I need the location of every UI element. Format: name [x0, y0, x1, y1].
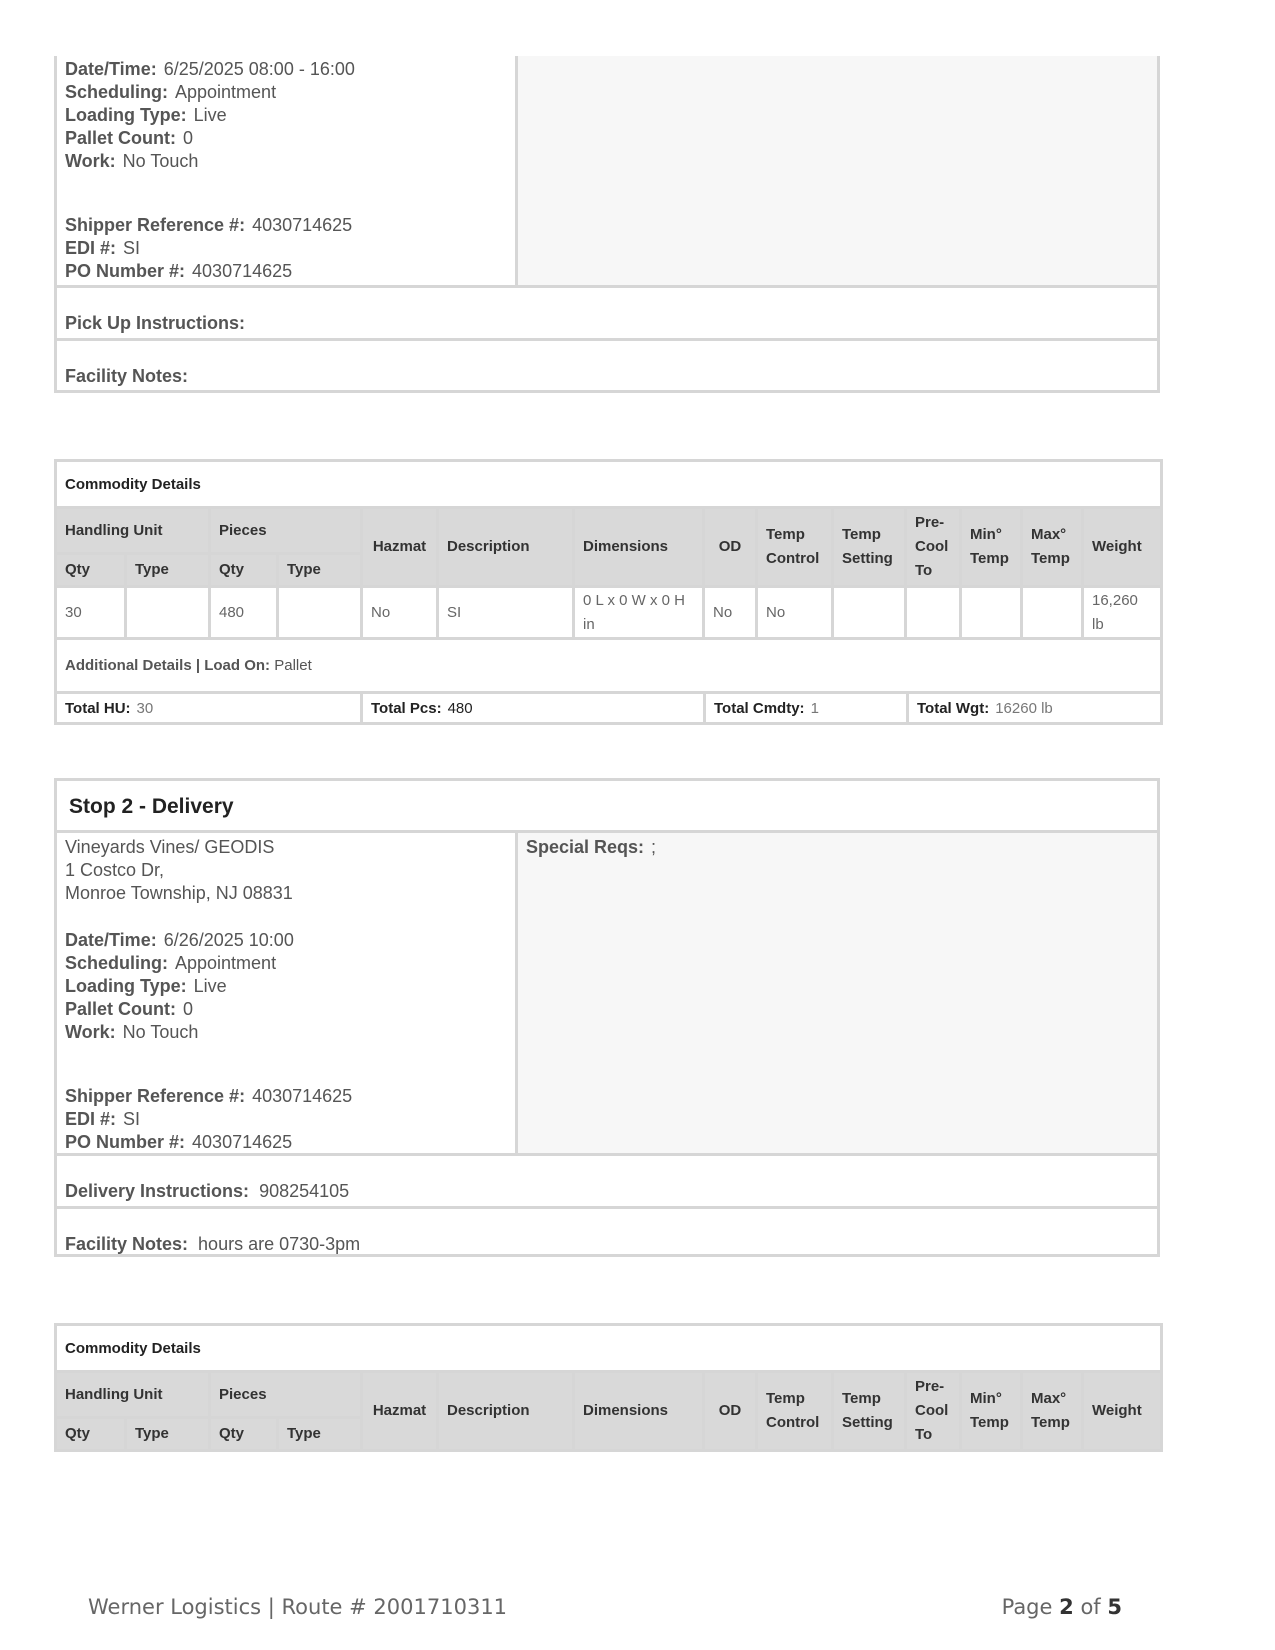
- col-description: Description: [438, 508, 574, 587]
- col-max-temp: Max° Temp: [1022, 1372, 1083, 1451]
- footer-route: Werner Logistics | Route # 2001710311: [88, 1595, 508, 1619]
- ref-shipper: Shipper Reference #: 4030714625: [65, 215, 353, 235]
- col-hazmat: Hazmat: [362, 1372, 438, 1451]
- col-pieces: Pieces: [210, 508, 362, 554]
- col-dimensions: Dimensions: [574, 508, 704, 587]
- col-handling-unit: Handling Unit: [56, 508, 210, 554]
- ref-po: PO Number #: 4030714625: [65, 261, 293, 281]
- ref-po: PO Number #: 4030714625: [65, 1132, 293, 1152]
- detail-datetime: Date/Time: 6/26/2025 10:00: [65, 930, 294, 950]
- stop1-refs: [65, 214, 352, 283]
- stop1-panel: [54, 56, 1160, 393]
- col-pre-cool: Pre-Cool To: [906, 1372, 961, 1451]
- detail-loading-type: Loading Type: Live: [65, 105, 227, 125]
- col-temp-control: Temp Control: [757, 1372, 833, 1451]
- address-line-3: Monroe Township, NJ 08831: [65, 883, 293, 903]
- total-wgt: Total Wgt: 16260 lb: [908, 693, 1162, 724]
- cell-dimensions: 0 L x 0 W x 0 H in: [574, 587, 704, 639]
- cell-temp-setting: [833, 587, 906, 639]
- col-dimensions: Dimensions: [574, 1372, 704, 1451]
- commodity-table-1: [54, 459, 1163, 694]
- col-weight: Weight: [1083, 1372, 1162, 1451]
- detail-datetime: Date/Time: 6/25/2025 08:00 - 16:00: [65, 59, 355, 79]
- detail-work: Work: No Touch: [65, 1022, 199, 1042]
- cell-hu-type: [126, 587, 210, 639]
- cell-hu-qty: 30: [56, 587, 126, 639]
- col-min-temp: Min° Temp: [961, 1372, 1022, 1451]
- detail-loading-type: Loading Type: Live: [65, 976, 227, 996]
- cell-temp-control: No: [757, 587, 833, 639]
- stop2-header: [57, 781, 1157, 833]
- stop2-details: [65, 929, 294, 1044]
- stop2-panel: [54, 778, 1160, 1257]
- ref-edi: EDI #: SI: [65, 1109, 141, 1129]
- col-pcs-type: Type: [278, 1418, 362, 1451]
- stop2-address: [65, 836, 293, 905]
- stop-title: Stop 2 - Delivery: [69, 795, 234, 818]
- ref-edi: EDI #: SI: [65, 238, 141, 258]
- cell-hazmat: No: [362, 587, 438, 639]
- cell-od: No: [704, 587, 757, 639]
- col-pieces: Pieces: [210, 1372, 362, 1418]
- cell-min-temp: [961, 587, 1022, 639]
- commodity-details-1: [54, 459, 1160, 715]
- stop2-delivery-instructions: Delivery Instructions: 908254105: [57, 1153, 1157, 1206]
- col-hu-type: Type: [126, 1418, 210, 1451]
- col-od: OD: [704, 1372, 757, 1451]
- detail-pallet-count: Pallet Count: 0: [65, 999, 194, 1019]
- special-reqs: Special Reqs: ;: [526, 837, 657, 857]
- col-hu-type: Type: [126, 554, 210, 587]
- address-line-1: Vineyards Vines/ GEODIS: [65, 837, 275, 857]
- col-hazmat: Hazmat: [362, 508, 438, 587]
- stop1-left-column: [57, 56, 518, 285]
- additional-details: Additional Details | Load On: Pallet: [56, 639, 1162, 693]
- col-pre-cool: Pre-Cool To: [906, 508, 961, 587]
- col-hu-qty: Qty: [56, 1418, 126, 1451]
- col-pcs-qty: Qty: [210, 554, 278, 587]
- ref-shipper: Shipper Reference #: 4030714625: [65, 1086, 353, 1106]
- stop2-refs: [65, 1085, 352, 1154]
- commodity-totals-1: [54, 691, 1163, 725]
- stop2-right-column: [518, 833, 1157, 1153]
- total-hu: Total HU: 30: [56, 693, 362, 724]
- stop2-left-column: [57, 833, 518, 1153]
- col-weight: Weight: [1083, 508, 1162, 587]
- col-temp-setting: Temp Setting: [833, 1372, 906, 1451]
- col-temp-setting: Temp Setting: [833, 508, 906, 587]
- footer-page-number: Page 2 of 5: [1001, 1595, 1122, 1619]
- stop1-details: [65, 58, 355, 173]
- detail-scheduling: Scheduling: Appointment: [65, 82, 277, 102]
- col-pcs-qty: Qty: [210, 1418, 278, 1451]
- col-handling-unit: Handling Unit: [56, 1372, 210, 1418]
- col-od: OD: [704, 508, 757, 587]
- commodity-details-2: [54, 1323, 1160, 1449]
- stop1-facility-notes: Facility Notes:: [57, 338, 1157, 390]
- col-hu-qty: Qty: [56, 554, 126, 587]
- col-pcs-type: Type: [278, 554, 362, 587]
- detail-scheduling: Scheduling: Appointment: [65, 953, 277, 973]
- commodity-table-2: [54, 1323, 1163, 1452]
- stop1-right-column: [518, 56, 1157, 285]
- commodity-title: Commodity Details: [56, 461, 1162, 508]
- col-description: Description: [438, 1372, 574, 1451]
- col-temp-control: Temp Control: [757, 508, 833, 587]
- total-cmdty: Total Cmdty: 1: [705, 693, 908, 724]
- cell-pre-cool: [906, 587, 961, 639]
- stop1-pickup-instructions: Pick Up Instructions:: [57, 285, 1157, 338]
- cell-pcs-qty: 480: [210, 587, 278, 639]
- stop2-facility-notes: Facility Notes: hours are 0730-3pm: [57, 1206, 1157, 1257]
- address-line-2: 1 Costco Dr,: [65, 860, 165, 880]
- commodity-title: Commodity Details: [56, 1325, 1162, 1372]
- col-min-temp: Min° Temp: [961, 508, 1022, 587]
- cell-description: SI: [438, 587, 574, 639]
- col-max-temp: Max° Temp: [1022, 508, 1083, 587]
- detail-work: Work: No Touch: [65, 151, 199, 171]
- table-row: [56, 587, 1162, 639]
- cell-weight: 16,260 lb: [1083, 587, 1162, 639]
- cell-max-temp: [1022, 587, 1083, 639]
- cell-pcs-type: [278, 587, 362, 639]
- total-pcs: Total Pcs: 480: [362, 693, 705, 724]
- detail-pallet-count: Pallet Count: 0: [65, 128, 194, 148]
